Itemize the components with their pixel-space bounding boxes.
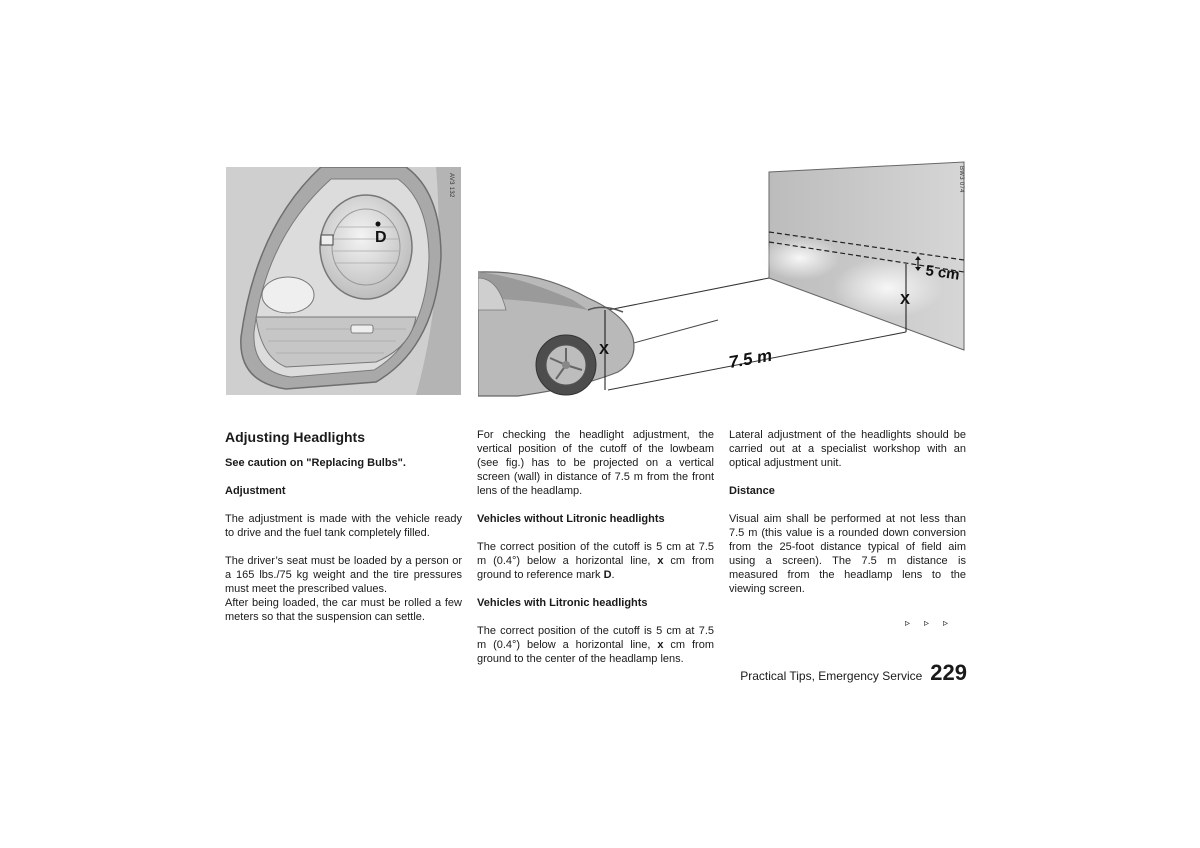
reference-mark-d: D: [375, 229, 387, 246]
distance-paragraph: Visual aim shall be performed at not less than 7.5 m (this value is a rounded down conversion from the 25-foot distance typical of field aim using a screen). The 7.5 m distance is measured from the headlamp lens to the viewing screen.: [729, 513, 966, 595]
aim-diagram-illustration: [478, 160, 968, 400]
headlamp-figure: [226, 167, 461, 395]
continue-arrows-icon: ▹▹▹: [905, 618, 963, 629]
page-footer: [740, 660, 967, 690]
column-1: [225, 428, 462, 624]
no-litronic-paragraph: The correct position of the cutoff is 5 cm at 7.5 m (0.4°) below a horizontal line, x cm from ground to reference mark D.: [477, 541, 715, 581]
page-number: 229: [930, 660, 967, 685]
no-litronic-heading: Vehicles without Litronic headlights: [477, 513, 665, 525]
adjustment-paragraph-2: The driver’s seat must be loaded by a person or a 165 lbs./75 kg weight and the tire pressures must meet the prescribed values.: [225, 555, 462, 595]
adjustment-heading: Adjustment: [225, 485, 286, 497]
figure-code-left: AV3 132: [448, 173, 454, 198]
caution-note: See caution on "Replacing Bulbs".: [225, 457, 406, 469]
distance-heading: Distance: [729, 485, 775, 497]
intro-paragraph: For checking the headlight adjustment, the vertical position of the cutoff of the lowbeam (see fig.) has to be projected on a vertical screen (wall) in distance of 7.5 m from the front lens of the headlamp.: [477, 429, 714, 497]
aim-diagram-figure: [478, 160, 968, 400]
litronic-paragraph: The correct position of the cutoff is 5 cm at 7.5 m (0.4°) below a horizontal line, x cm from ground to the center of the headlamp lens.: [477, 625, 715, 665]
lateral-paragraph: Lateral adjustment of the headlights should be carried out at a specialist workshop with an optical adjustment unit.: [729, 429, 966, 469]
column-3: [729, 428, 966, 596]
height-label-car: X: [599, 341, 610, 358]
adjustment-paragraph-1: The adjustment is made with the vehicle ready to drive and the fuel tank completely filled.: [225, 513, 462, 539]
offset-label: 5 cm: [924, 262, 961, 284]
distance-label: 7.5 m: [727, 345, 774, 372]
column-2: [477, 428, 714, 666]
page-title: Adjusting Headlights: [225, 429, 365, 445]
adjustment-paragraph-3: After being loaded, the car must be rolled a few meters so that the suspension can settle.: [225, 597, 462, 623]
litronic-heading: Vehicles with Litronic headlights: [477, 597, 648, 609]
height-label-wall: X: [900, 291, 911, 308]
figure-code-right: BW3 074: [958, 166, 964, 193]
headlamp-illustration: [226, 167, 461, 395]
footer-section-title: Practical Tips, Emergency Service: [740, 669, 923, 683]
